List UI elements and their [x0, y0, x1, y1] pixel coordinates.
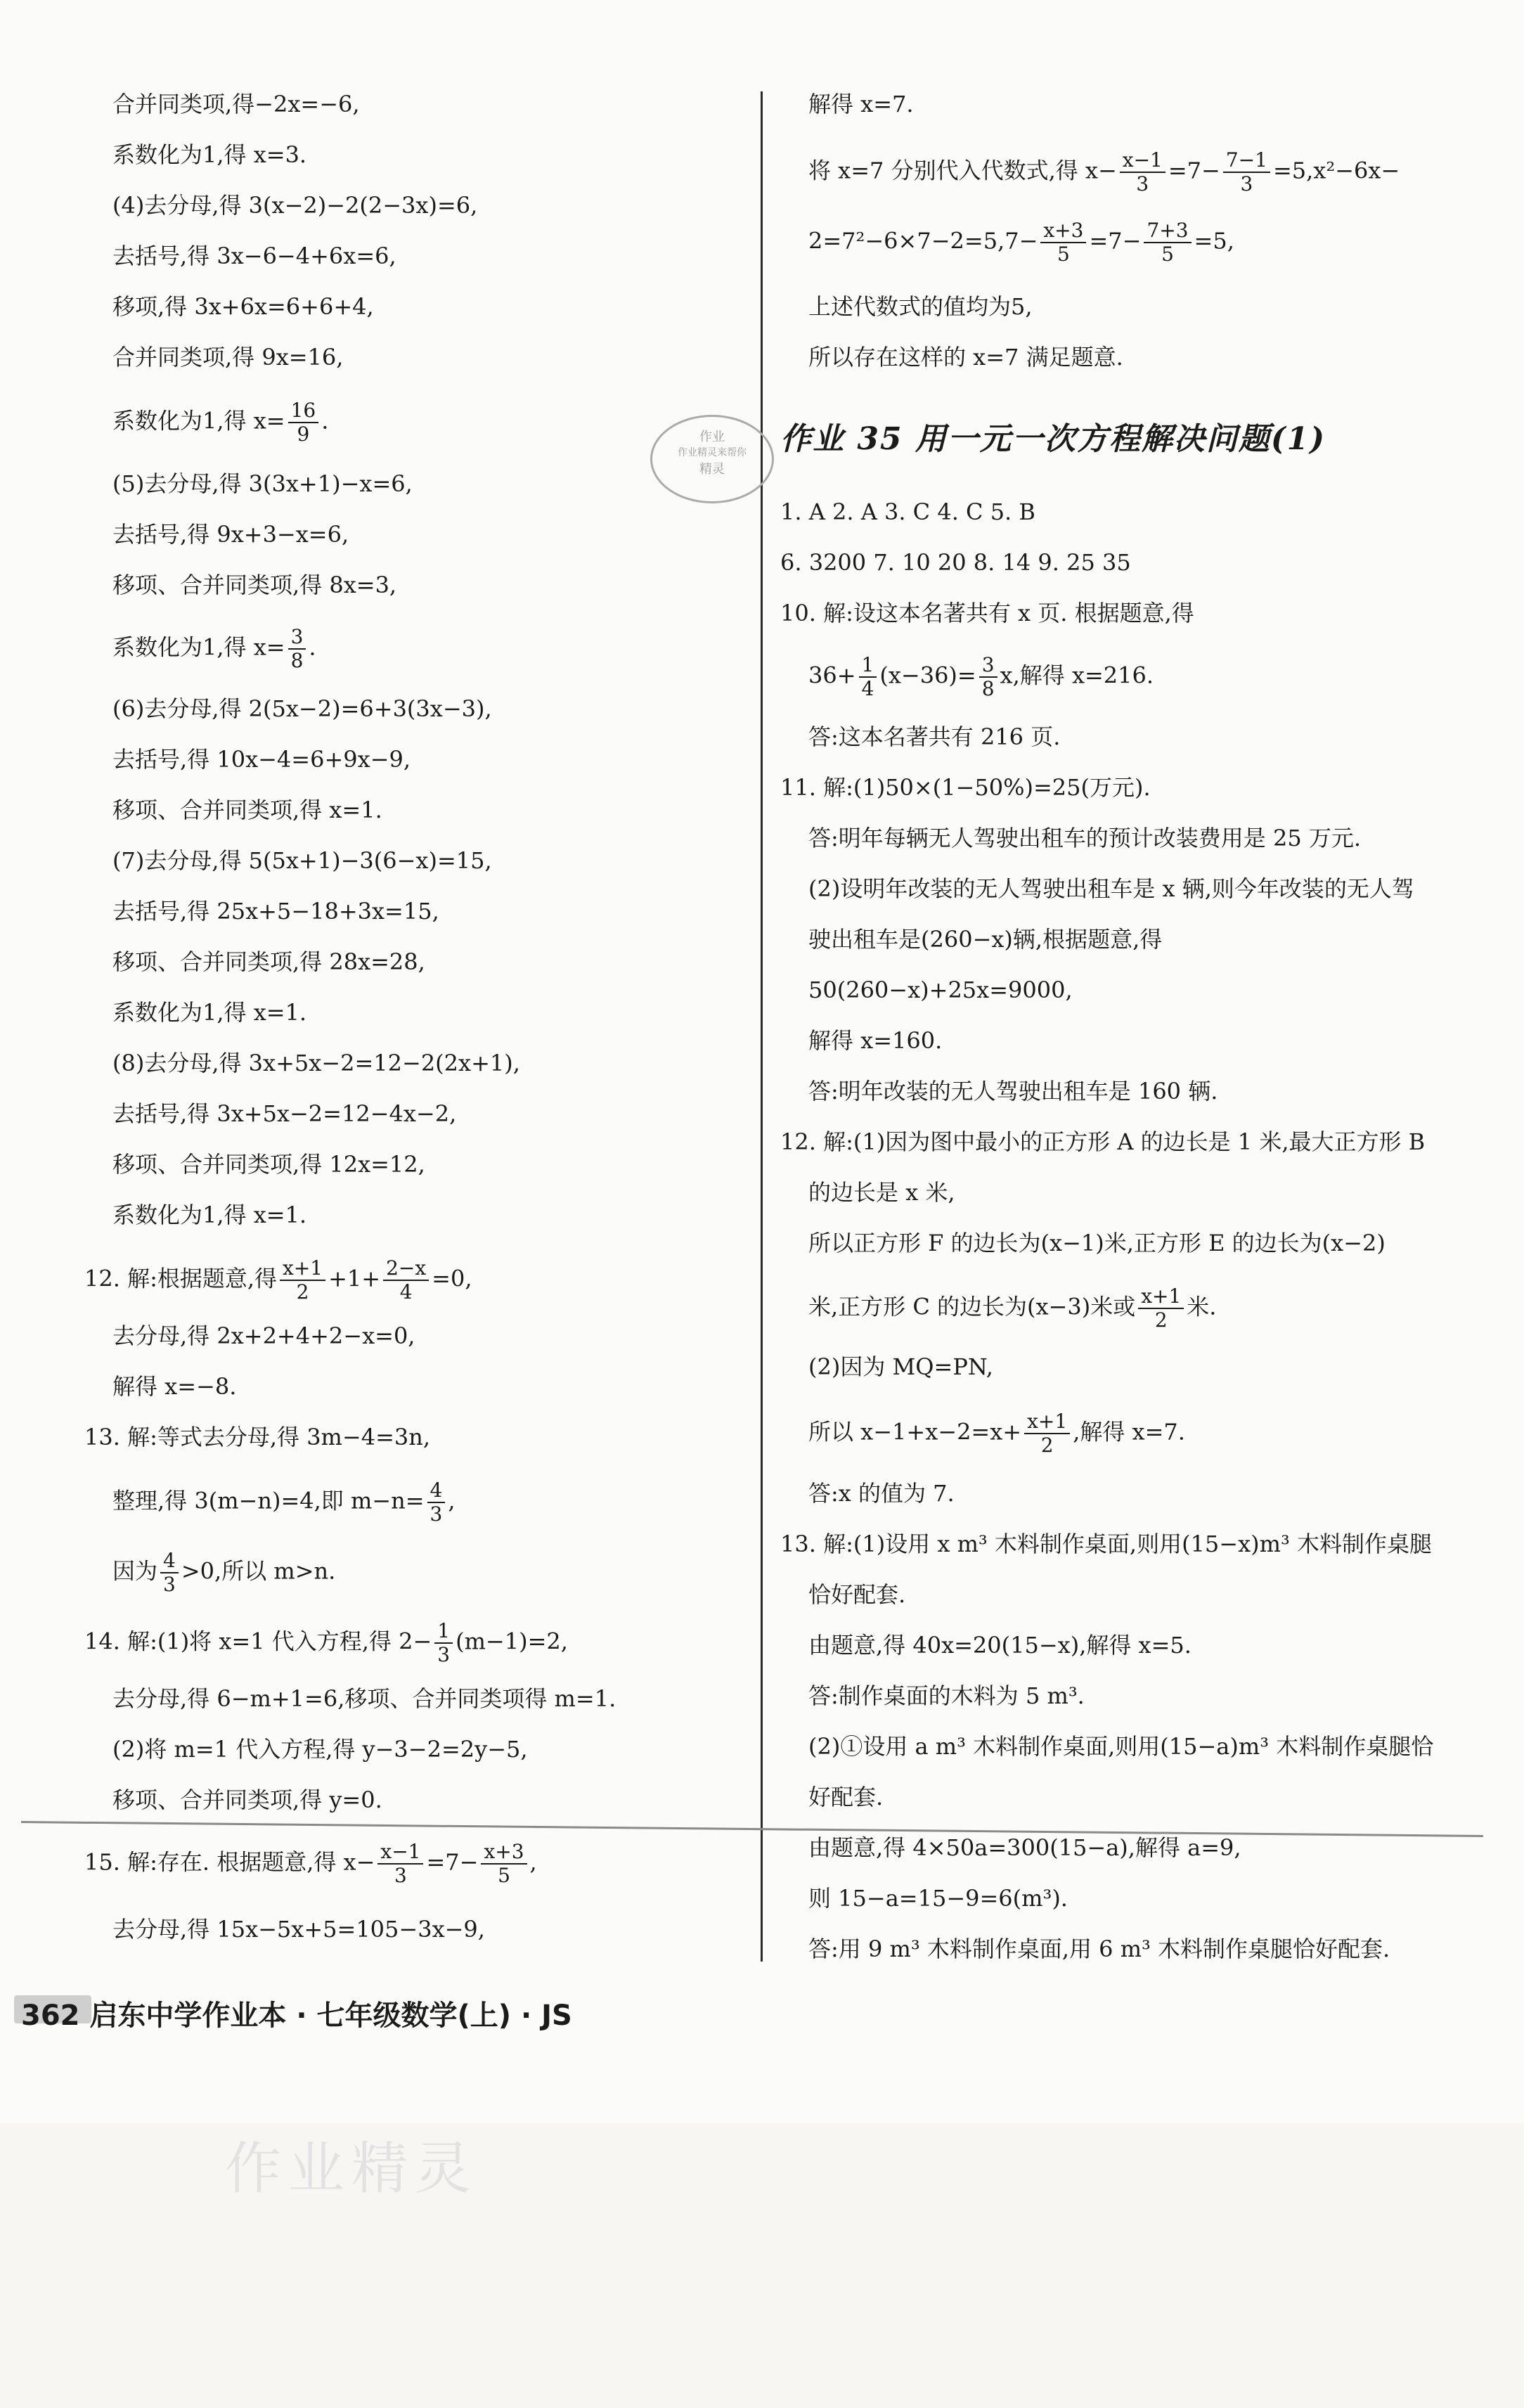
- text-line: 系数化为1,得 x=3.: [112, 141, 307, 168]
- text-line: 50(260−x)+25x=9000,: [808, 977, 1073, 1003]
- text-line: 2=7²−6×7−2=5,7− $\frac{x+3}{5}$ =7− $\frac{7+3}{5}$ =5,: [808, 219, 1234, 266]
- section-heading: 作业 35 用一元一次方程解决问题(1): [780, 421, 1326, 457]
- text-line: (8)去分母,得 3x+5x−2=12−2(2x+1),: [112, 1050, 520, 1076]
- text-line: 系数化为1,得 x=1.: [112, 999, 307, 1026]
- text-line: 米,正方形 C 的边长为(x−3)米或 $\frac{x+1}{2}$ 米.: [808, 1285, 1217, 1332]
- text-line: 去括号,得 10x−4=6+9x−9,: [112, 746, 411, 773]
- text-line: 解得 x=7.: [808, 91, 914, 117]
- text-line: (4)去分母,得 3(x−2)−2(2−3x)=6,: [112, 192, 478, 219]
- text-line: 移项、合并同类项,得 y=0.: [112, 1786, 382, 1813]
- text-line: (7)去分母,得 5(5x+1)−3(6−x)=15,: [112, 847, 492, 874]
- text-line: 答:x 的值为 7.: [808, 1480, 955, 1507]
- text-line: (6)去分母,得 2(5x−2)=6+3(3x−3),: [112, 695, 492, 722]
- text-line: 答:制作桌面的木料为 5 m³.: [808, 1682, 1085, 1709]
- question-14: 14. 解:(1)将 x=1 代入方程,得 2− $\frac{1}{3}$ (m−1)=2,: [84, 1619, 568, 1666]
- text-line: 因为 $\frac{4}{3}$ >0,所以 m>n.: [112, 1549, 336, 1596]
- text-line: 系数化为1,得 x= $\frac{16}{9}$ .: [112, 399, 329, 446]
- fraction: $\frac{3}{8}$: [288, 626, 306, 672]
- text-line: 去分母,得 2x+2+4+2−x=0,: [112, 1322, 415, 1349]
- text-line: 整理,得 3(m−n)=4,即 m−n= $\frac{4}{3}$ ,: [112, 1479, 456, 1526]
- text-line: 去分母,得 6−m+1=6,移项、合并同类项得 m=1.: [112, 1685, 616, 1712]
- text-line: 好配套.: [808, 1784, 884, 1810]
- text-line: 所以正方形 F 的边长为(x−1)米,正方形 E 的边长为(x−2): [808, 1230, 1386, 1256]
- text-line: 由题意,得 4×50a=300(15−a),解得 a=9,: [808, 1834, 1241, 1861]
- scan-rule: [21, 1821, 1483, 1837]
- text-line: 解得 x=160.: [808, 1027, 943, 1054]
- text-line: 移项,得 3x+6x=6+6+4,: [112, 293, 374, 320]
- text-line: 的边长是 x 米,: [808, 1179, 955, 1206]
- text-line: (2)设明年改装的无人驾驶出租车是 x 辆,则今年改装的无人驾: [808, 875, 1414, 902]
- page-number: 362: [21, 2000, 80, 2032]
- text-line: 移项、合并同类项,得 28x=28,: [112, 948, 425, 975]
- text-line: 去括号,得 3x−6−4+6x=6,: [112, 243, 396, 269]
- text-line: (2)将 m=1 代入方程,得 y−3−2=2y−5,: [112, 1736, 528, 1763]
- text-line: (5)去分母,得 3(3x+1)−x=6,: [112, 470, 413, 497]
- text-line: 系数化为1,得 x= $\frac{3}{8}$ .: [112, 625, 316, 672]
- text-line: 去括号,得 25x+5−18+3x=15,: [112, 898, 439, 925]
- question-11: 11. 解:(1)50×(1−50%)=25(万元).: [780, 774, 1151, 801]
- book-title: 启东中学作业本 · 七年级数学(上) · JS: [89, 2000, 572, 2032]
- text-line: 答:这本名著共有 216 页.: [808, 723, 1061, 750]
- question-10: 10. 解:设这本名著共有 x 页. 根据题意,得: [780, 600, 1194, 626]
- text-line: 合并同类项,得 9x=16,: [112, 344, 344, 371]
- text-line: 去括号,得 9x+3−x=6,: [112, 521, 349, 548]
- text-line: 答:明年每辆无人驾驶出租车的预计改装费用是 25 万元.: [808, 825, 1362, 851]
- text-line: 驶出租车是(260−x)辆,根据题意,得: [808, 926, 1163, 953]
- question-15: 15. 解:存在. 根据题意,得 x− $\frac{x-1}{3}$ =7− $\frac{x+3}{5}$ ,: [84, 1840, 537, 1887]
- text-line: 上述代数式的值均为5,: [808, 293, 1033, 320]
- page-footer: [21, 1993, 572, 2033]
- text-line: (2)因为 MQ=PN,: [808, 1353, 993, 1380]
- watermark: 作业精灵: [225, 2136, 478, 2201]
- text-line: 移项、合并同类项,得 12x=12,: [112, 1151, 425, 1178]
- text-line: 移项、合并同类项,得 x=1.: [112, 797, 382, 823]
- text-line: 由题意,得 40x=20(15−x),解得 x=5.: [808, 1632, 1192, 1659]
- text-line: 6. 3200 7. 10 20 8. 14 9. 25 35: [780, 549, 1131, 576]
- text-line: 移项、合并同类项,得 8x=3,: [112, 572, 397, 598]
- question-12: 12. 解:根据题意,得 $\frac{x+1}{2}$ +1+ $\frac{2-x}{4}$ =0,: [84, 1256, 472, 1303]
- text-line: 答:用 9 m³ 木料制作桌面,用 6 m³ 木料制作桌腿恰好配套.: [808, 1936, 1390, 1962]
- stamp-logo: 作业 作业精灵来帮你 精灵: [650, 415, 774, 503]
- column-divider: [761, 91, 763, 1962]
- text-line: 系数化为1,得 x=1.: [112, 1202, 307, 1228]
- text-line: 去分母,得 15x−5x+5=105−3x−9,: [112, 1916, 485, 1943]
- text-line: 所以 x−1+x−2=x+ $\frac{x+1}{2}$ ,解得 x=7.: [808, 1410, 1185, 1457]
- fraction: $\frac{16}{9}$: [288, 399, 319, 446]
- question-12: 12. 解:(1)因为图中最小的正方形 A 的边长是 1 米,最大正方形 B: [780, 1128, 1426, 1155]
- text-line: 解得 x=−8.: [112, 1373, 237, 1400]
- text-line: 恰好配套.: [808, 1581, 906, 1608]
- text-line: 合并同类项,得−2x=−6,: [112, 91, 360, 117]
- text-line: 去括号,得 3x+5x−2=12−4x−2,: [112, 1100, 457, 1127]
- question-13: 13. 解:等式去分母,得 3m−4=3n,: [84, 1424, 431, 1450]
- text-line: (2)①设用 a m³ 木料制作桌面,则用(15−a)m³ 木料制作桌腿恰: [808, 1733, 1434, 1760]
- text-line: 将 x=7 分别代入代数式,得 x− $\frac{x-1}{3}$ =7− $\frac{7-1}{3}$ =5,x²−6x−: [808, 148, 1400, 195]
- question-13: 13. 解:(1)设用 x m³ 木料制作桌面,则用(15−x)m³ 木料制作桌腿: [780, 1531, 1432, 1557]
- text-line: 答:明年改装的无人驾驶出租车是 160 辆.: [808, 1078, 1218, 1105]
- text-line: 所以存在这样的 x=7 满足题意.: [808, 344, 1123, 371]
- text-line: 36+ $\frac{1}{4}$ (x−36)= $\frac{3}{8}$ x,解得 x=216.: [808, 653, 1154, 700]
- text-line: 1. A 2. A 3. C 4. C 5. B: [780, 498, 1035, 525]
- text-line: 则 15−a=15−9=6(m³).: [808, 1885, 1068, 1912]
